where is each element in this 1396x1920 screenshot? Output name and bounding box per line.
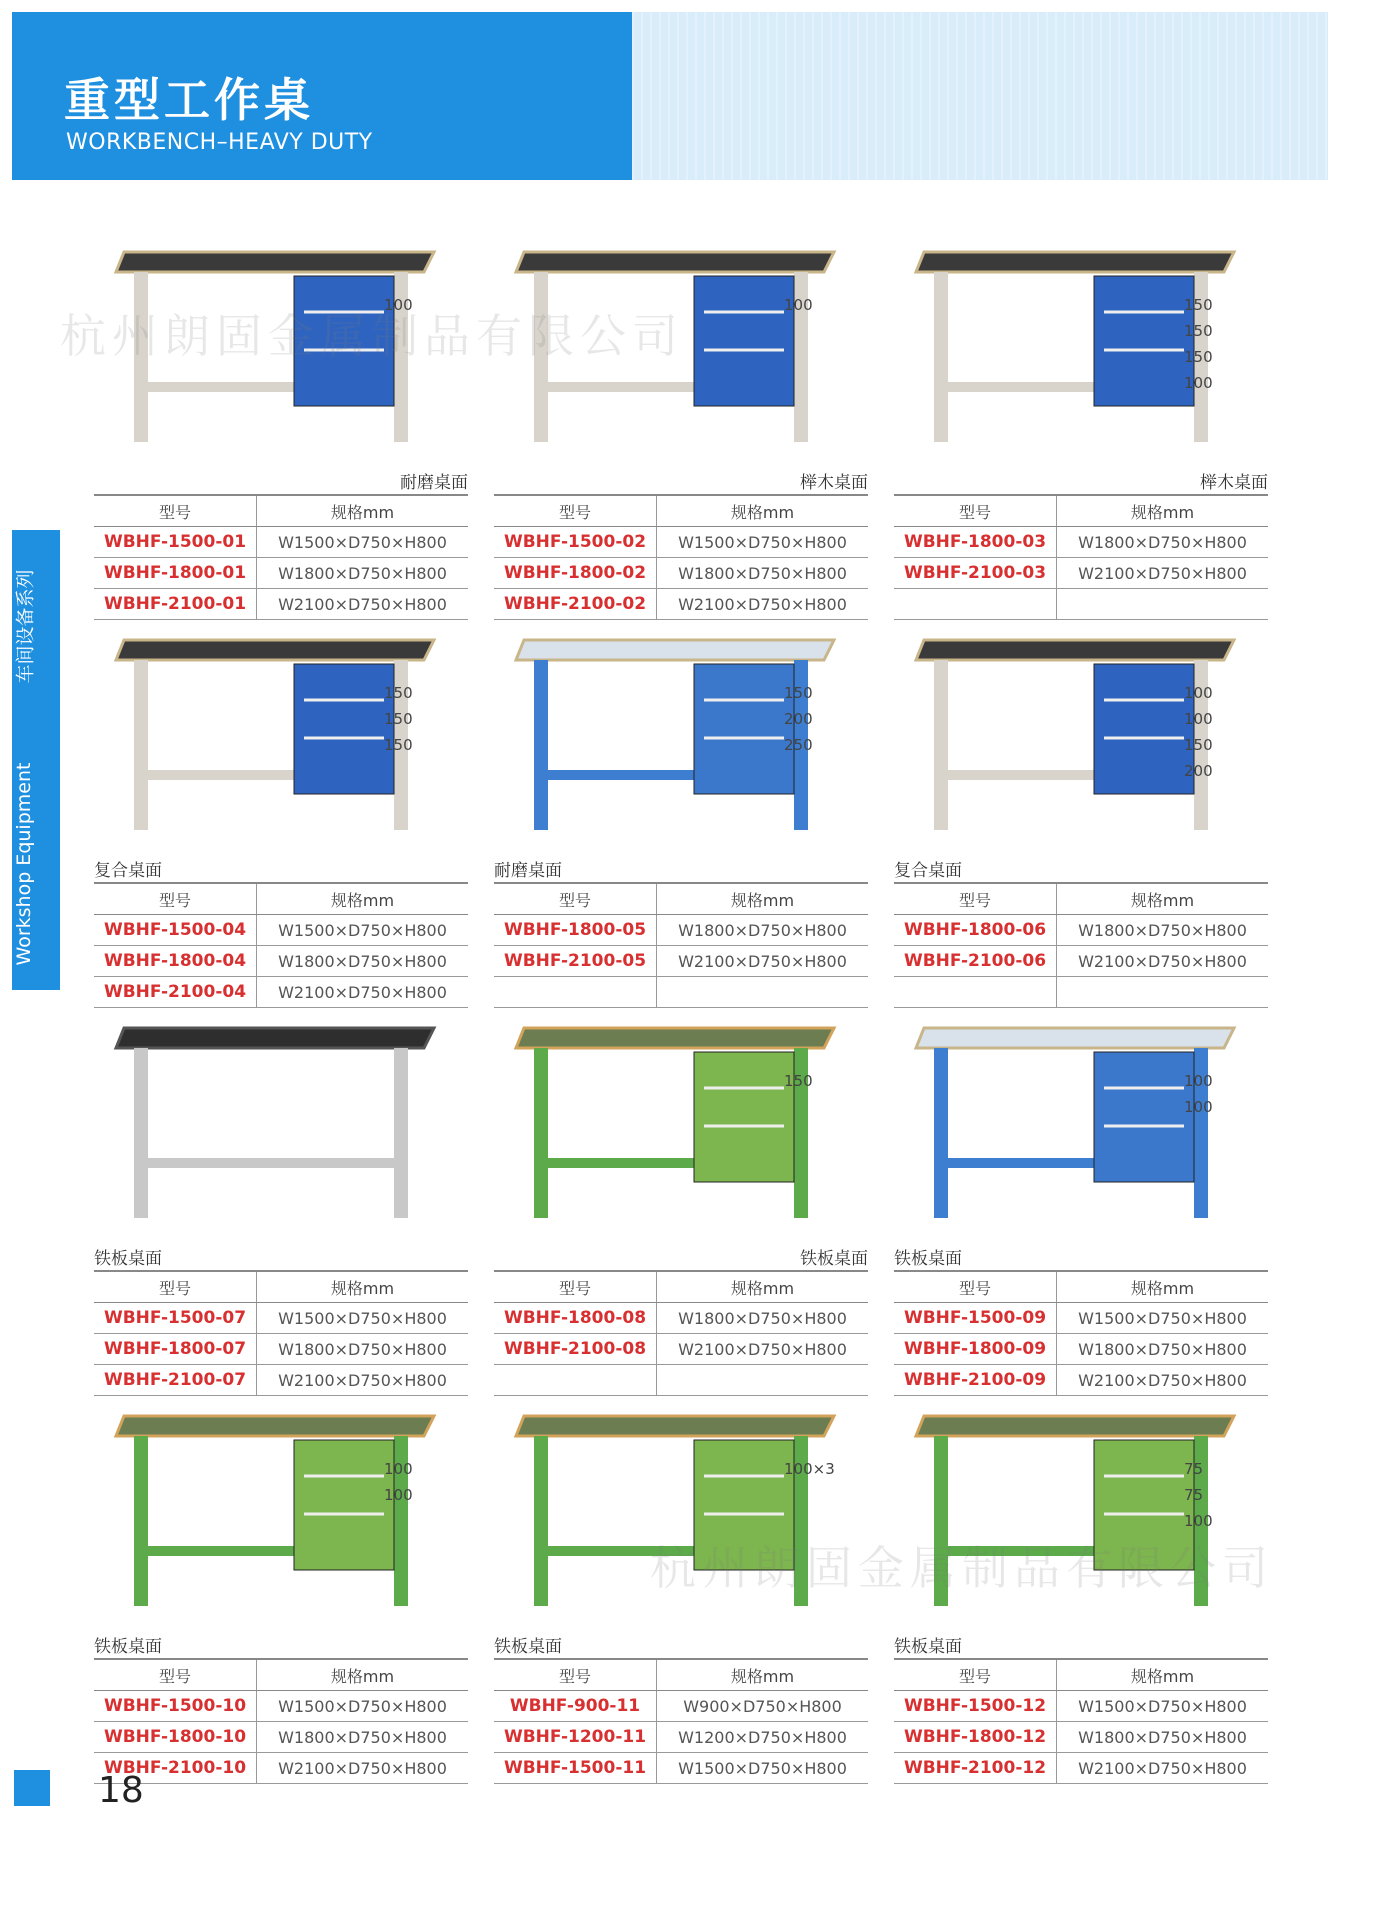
size-spec: W2100×D750×H800: [1057, 946, 1269, 977]
model-number: [894, 977, 1057, 1008]
watermark: 杭州朗固金属制品有限公司: [60, 309, 684, 363]
dimension-label: 100: [1184, 1512, 1213, 1530]
dimension-labels: [784, 292, 813, 318]
surface-type-label: 铁板桌面: [94, 1249, 162, 1269]
spec-table-header: [894, 1659, 1268, 1691]
model-number: WBHF-1800-02: [494, 558, 657, 589]
model-number: WBHF-2100-06: [894, 946, 1057, 977]
model-number: WBHF-1500-04: [94, 915, 257, 946]
size-spec: W1500×D750×H800: [1057, 1303, 1269, 1334]
side-tab-en: Workshop Equipment: [13, 762, 35, 966]
spec-table: [894, 494, 1268, 620]
model-header: 型号: [94, 1659, 257, 1691]
dimension-label: 150: [784, 684, 813, 702]
table-row: [494, 1365, 868, 1396]
spec-header: 规格mm: [1057, 1271, 1269, 1303]
table-row: [494, 527, 868, 558]
product-card: [494, 232, 868, 612]
model-number: WBHF-2100-01: [94, 589, 257, 620]
page-subtitle: WORKBENCH–HEAVY DUTY: [66, 130, 373, 155]
spec-table-header: [494, 883, 868, 915]
table-row: [94, 1722, 468, 1753]
table-row: [894, 946, 1268, 977]
size-spec: W1800×D750×H800: [1057, 527, 1269, 558]
dimension-label: 100: [1184, 1072, 1213, 1090]
spec-table-header: [94, 495, 468, 527]
spec-table: [894, 1658, 1268, 1784]
size-spec: W1800×D750×H800: [1057, 915, 1269, 946]
size-spec: W1500×D750×H800: [257, 915, 469, 946]
size-spec: W1500×D750×H800: [657, 527, 869, 558]
size-spec: W2100×D750×H800: [257, 977, 469, 1008]
dimension-label: 150: [384, 684, 413, 702]
size-spec: W1500×D750×H800: [257, 1691, 469, 1722]
table-row: [894, 977, 1268, 1008]
model-number: WBHF-1800-08: [494, 1303, 657, 1334]
size-spec: W1800×D750×H800: [1057, 1722, 1269, 1753]
dimension-labels: [1184, 292, 1213, 396]
spec-table: [894, 882, 1268, 1008]
table-row: [894, 1691, 1268, 1722]
workbench-illustration: [94, 1008, 468, 1228]
size-spec: W2100×D750×H800: [657, 946, 869, 977]
table-row: [94, 527, 468, 558]
dimension-label: 75: [1184, 1460, 1204, 1478]
size-spec: W1800×D750×H800: [1057, 1334, 1269, 1365]
table-row: [94, 1365, 468, 1396]
table-row: [894, 1303, 1268, 1334]
surface-type-label: 铁板桌面: [94, 1637, 162, 1657]
model-number: WBHF-1800-05: [494, 915, 657, 946]
spec-table-header: [94, 1659, 468, 1691]
size-spec: W1200×D750×H800: [657, 1722, 869, 1753]
table-row: [494, 589, 868, 620]
size-spec: W1800×D750×H800: [257, 558, 469, 589]
size-spec: W2100×D750×H800: [1057, 1365, 1269, 1396]
table-row: [894, 1722, 1268, 1753]
dimension-label: 100: [1184, 374, 1213, 392]
table-row: [94, 1691, 468, 1722]
spec-table: [494, 494, 868, 620]
model-number: WBHF-1500-02: [494, 527, 657, 558]
dimension-label: 150: [1184, 322, 1213, 340]
model-header: 型号: [94, 495, 257, 527]
model-number: WBHF-900-11: [494, 1691, 657, 1722]
model-header: 型号: [94, 883, 257, 915]
product-card: [94, 1008, 468, 1388]
surface-type-label: 耐磨桌面: [400, 473, 468, 493]
model-header: 型号: [894, 495, 1057, 527]
model-header: 型号: [894, 1659, 1057, 1691]
product-card: [94, 620, 468, 1000]
table-row: [494, 1334, 868, 1365]
product-card: [894, 232, 1268, 612]
size-spec: W1500×D750×H800: [257, 527, 469, 558]
spec-table: [494, 1658, 868, 1784]
dimension-label: 150: [1184, 736, 1213, 754]
surface-type-label: 榉木桌面: [800, 473, 868, 493]
size-spec: W1800×D750×H800: [257, 1334, 469, 1365]
size-spec: [1057, 589, 1269, 620]
size-spec: W2100×D750×H800: [257, 589, 469, 620]
model-header: 型号: [494, 883, 657, 915]
spec-table-header: [894, 883, 1268, 915]
spec-header: 规格mm: [1057, 1659, 1269, 1691]
dimension-labels: [384, 1456, 413, 1508]
table-row: [94, 946, 468, 977]
dimension-label: 150: [1184, 296, 1213, 314]
dimension-label: 75: [1184, 1486, 1204, 1504]
surface-type-label: 铁板桌面: [800, 1249, 868, 1269]
model-number: WBHF-1800-09: [894, 1334, 1057, 1365]
model-header: 型号: [94, 1271, 257, 1303]
size-spec: W2100×D750×H800: [657, 589, 869, 620]
dimension-label: 150: [384, 736, 413, 754]
surface-type-label: 耐磨桌面: [494, 861, 562, 881]
spec-table: [94, 882, 468, 1008]
model-header: 型号: [894, 883, 1057, 915]
table-row: [494, 558, 868, 589]
spec-table: [94, 1658, 468, 1784]
size-spec: W2100×D750×H800: [657, 1334, 869, 1365]
model-number: WBHF-1800-03: [894, 527, 1057, 558]
table-row: [894, 1753, 1268, 1784]
dimension-labels: [1184, 1068, 1213, 1120]
model-number: WBHF-1500-07: [94, 1303, 257, 1334]
table-row: [494, 946, 868, 977]
table-row: [894, 558, 1268, 589]
product-card: [894, 1008, 1268, 1388]
dimension-labels: [1184, 1456, 1213, 1534]
spec-header: 规格mm: [257, 1271, 469, 1303]
size-spec: [1057, 977, 1269, 1008]
dimension-label: 100: [384, 1460, 413, 1478]
page-header: [12, 12, 1328, 180]
dimension-label: 150: [784, 1072, 813, 1090]
spec-table: [94, 494, 468, 620]
dimension-labels: [784, 680, 813, 758]
surface-type-label: 铁板桌面: [494, 1637, 562, 1657]
model-number: [494, 977, 657, 1008]
spec-table: [494, 882, 868, 1008]
table-row: [94, 977, 468, 1008]
table-row: [494, 977, 868, 1008]
spec-table: [894, 1270, 1268, 1396]
spec-header: 规格mm: [657, 883, 869, 915]
table-row: [494, 1722, 868, 1753]
table-row: [894, 1334, 1268, 1365]
size-spec: W2100×D750×H800: [1057, 1753, 1269, 1784]
table-row: [94, 915, 468, 946]
table-row: [494, 1691, 868, 1722]
model-header: 型号: [494, 495, 657, 527]
size-spec: W1800×D750×H800: [257, 946, 469, 977]
size-spec: [657, 977, 869, 1008]
model-number: WBHF-1800-07: [94, 1334, 257, 1365]
model-number: WBHF-1500-10: [94, 1691, 257, 1722]
size-spec: W1500×D750×H800: [257, 1303, 469, 1334]
dimension-labels: [784, 1068, 813, 1094]
spec-table: [494, 1270, 868, 1396]
model-number: WBHF-1200-11: [494, 1722, 657, 1753]
size-spec: W1800×D750×H800: [657, 1303, 869, 1334]
model-number: [494, 1365, 657, 1396]
model-number: WBHF-2100-12: [894, 1753, 1057, 1784]
dimension-label: 100: [1184, 710, 1213, 728]
size-spec: W1800×D750×H800: [657, 558, 869, 589]
table-row: [94, 1303, 468, 1334]
dimension-label: 100: [1184, 684, 1213, 702]
dimension-label: 150: [384, 710, 413, 728]
size-spec: W900×D750×H800: [657, 1691, 869, 1722]
model-number: WBHF-2100-05: [494, 946, 657, 977]
header-stripe-pattern: [632, 12, 1328, 180]
model-number: WBHF-1500-09: [894, 1303, 1057, 1334]
surface-type-label: 铁板桌面: [894, 1249, 962, 1269]
table-row: [894, 527, 1268, 558]
spec-header: 规格mm: [257, 883, 469, 915]
model-number: WBHF-1500-01: [94, 527, 257, 558]
dimension-label: 100: [784, 296, 813, 314]
table-row: [894, 1365, 1268, 1396]
model-number: WBHF-2100-08: [494, 1334, 657, 1365]
model-number: WBHF-1800-12: [894, 1722, 1057, 1753]
size-spec: W2100×D750×H800: [1057, 558, 1269, 589]
dimension-label: 100: [384, 1486, 413, 1504]
model-number: [894, 589, 1057, 620]
surface-type-label: 复合桌面: [894, 861, 962, 881]
product-card: [494, 620, 868, 1000]
size-spec: W2100×D750×H800: [257, 1365, 469, 1396]
size-spec: W1500×D750×H800: [1057, 1691, 1269, 1722]
spec-header: 规格mm: [657, 495, 869, 527]
table-row: [94, 1753, 468, 1784]
table-row: [94, 589, 468, 620]
model-number: WBHF-1800-01: [94, 558, 257, 589]
size-spec: W1800×D750×H800: [657, 915, 869, 946]
page-title: 重型工作桌: [64, 73, 314, 127]
product-card: [894, 620, 1268, 1000]
size-spec: W2100×D750×H800: [257, 1753, 469, 1784]
dimension-labels: [1184, 680, 1213, 784]
model-number: WBHF-1500-11: [494, 1753, 657, 1784]
spec-table-header: [894, 1271, 1268, 1303]
product-card: [494, 1008, 868, 1388]
spec-table-header: [494, 495, 868, 527]
workbench-illustration: [494, 1008, 868, 1228]
dimension-label: 100×3: [784, 1460, 835, 1478]
spec-table-header: [94, 883, 468, 915]
surface-type-label: 铁板桌面: [894, 1637, 962, 1657]
model-number: WBHF-1800-04: [94, 946, 257, 977]
spec-table-header: [894, 495, 1268, 527]
page-marker: [14, 1770, 50, 1806]
model-number: WBHF-2100-07: [94, 1365, 257, 1396]
table-row: [894, 589, 1268, 620]
page-number: 18: [98, 1770, 144, 1811]
surface-type-label: 复合桌面: [94, 861, 162, 881]
product-card: [94, 232, 468, 612]
table-row: [494, 915, 868, 946]
table-row: [94, 1334, 468, 1365]
spec-table: [94, 1270, 468, 1396]
spec-header: 规格mm: [1057, 883, 1269, 915]
model-number: WBHF-1800-06: [894, 915, 1057, 946]
side-tab-cn: 车间设备系列: [14, 569, 37, 684]
spec-header: 规格mm: [1057, 495, 1269, 527]
model-header: 型号: [494, 1659, 657, 1691]
dimension-label: 200: [784, 710, 813, 728]
dimension-label: 250: [784, 736, 813, 754]
model-number: WBHF-2100-04: [94, 977, 257, 1008]
table-row: [894, 915, 1268, 946]
model-header: 型号: [894, 1271, 1057, 1303]
model-number: WBHF-1500-12: [894, 1691, 1057, 1722]
spec-header: 规格mm: [257, 495, 469, 527]
spec-table-header: [494, 1271, 868, 1303]
spec-header: 规格mm: [257, 1659, 469, 1691]
table-row: [94, 558, 468, 589]
model-number: WBHF-2100-03: [894, 558, 1057, 589]
model-header: 型号: [494, 1271, 657, 1303]
table-row: [494, 1753, 868, 1784]
model-number: WBHF-2100-02: [494, 589, 657, 620]
dimension-label: 100: [1184, 1098, 1213, 1116]
spec-header: 规格mm: [657, 1271, 869, 1303]
dimension-labels: [384, 680, 413, 758]
surface-type-label: 榉木桌面: [1200, 473, 1268, 493]
size-spec: W1800×D750×H800: [257, 1722, 469, 1753]
size-spec: W1500×D750×H800: [657, 1753, 869, 1784]
dimension-label: 200: [1184, 762, 1213, 780]
size-spec: [657, 1365, 869, 1396]
model-number: WBHF-2100-09: [894, 1365, 1057, 1396]
dimension-labels: [784, 1456, 835, 1482]
model-number: WBHF-2100-10: [94, 1753, 257, 1784]
spec-table-header: [94, 1271, 468, 1303]
model-number: WBHF-1800-10: [94, 1722, 257, 1753]
dimension-label: 100: [384, 296, 413, 314]
table-row: [494, 1303, 868, 1334]
spec-table-header: [494, 1659, 868, 1691]
watermark: 杭州朗固金属制品有限公司: [650, 1541, 1274, 1595]
spec-header: 规格mm: [657, 1659, 869, 1691]
dimension-label: 150: [1184, 348, 1213, 366]
product-card: [94, 1396, 468, 1776]
